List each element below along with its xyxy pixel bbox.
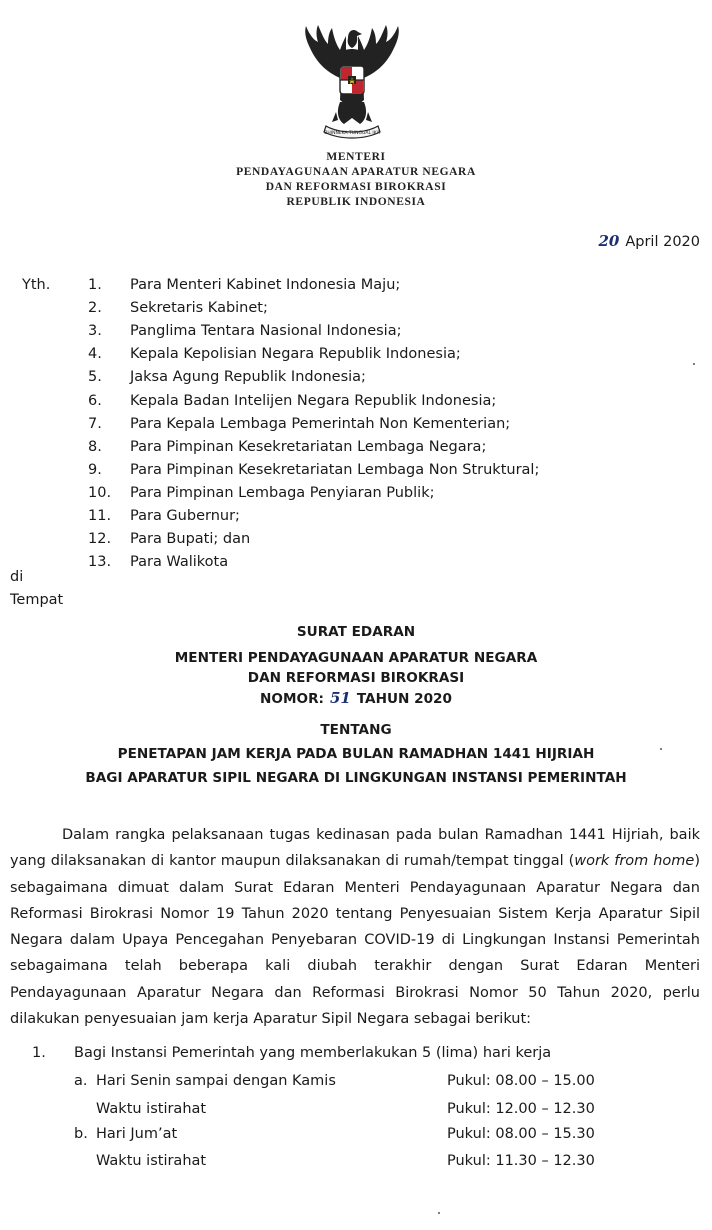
recipient-text: Kepala Kepolisian Negara Republik Indonesia; bbox=[130, 346, 461, 363]
recipient-number: 13. bbox=[88, 554, 112, 571]
schedule-a-days: Hari Senin sampai dengan Kamis bbox=[96, 1073, 336, 1089]
schedule-b-days: Hari Jum’at bbox=[96, 1126, 178, 1142]
body-line: Reformasi Birokrasi Nomor 19 Tahun 2020 tentang Penyesuaian Sistem Kerja Aparatur Sipil bbox=[10, 905, 700, 922]
body-paragraph bbox=[10, 822, 700, 1032]
body-line-text: yang dilaksanakan di kantor maupun dilaksanakan di rumah/tempat tinggal ( bbox=[10, 853, 575, 870]
header-reform: DAN REFORMASI BIROKRASI bbox=[265, 181, 447, 193]
body-line: Pendayagunaan Aparatur Negara dan Reformasi Birokrasi Nomor 50 Tahun 2020, perlu bbox=[10, 984, 700, 1001]
recipient-text: Para Pimpinan Kesekretariatan Lembaga Negara; bbox=[130, 438, 487, 455]
recipient-number: 5. bbox=[88, 369, 102, 386]
doc-number-year: TAHUN 2020 bbox=[356, 691, 452, 707]
date-day-handwritten: 20 bbox=[598, 232, 620, 250]
recipient-text: Para Gubernur; bbox=[130, 508, 240, 524]
schedule-b-label: b. bbox=[74, 1126, 88, 1142]
recipient-number: 10. bbox=[88, 484, 112, 501]
recipient-number: 4. bbox=[88, 346, 102, 363]
recipient-text: Para Walikota bbox=[130, 554, 229, 571]
body-paren: ) bbox=[694, 853, 700, 870]
scan-speck bbox=[693, 363, 695, 365]
schedule-a-time: Pukul: 08.00 – 15.00 bbox=[447, 1073, 595, 1089]
body-line: sebagaimana dimuat dalam Surat Edaran Menteri Pendayagunaan Aparatur Negara dan bbox=[10, 879, 700, 896]
issuer-line1: MENTERI PENDAYAGUNAAN APARATUR NEGARA bbox=[174, 650, 538, 666]
recipient-text: Para Kepala Lembaga Pemerintah Non Kementerian; bbox=[130, 415, 511, 432]
header-title: MENTERI bbox=[326, 151, 386, 163]
body-line bbox=[10, 848, 700, 874]
doc-type: SURAT EDARAN bbox=[296, 624, 416, 640]
recipient-text: Sekretaris Kabinet; bbox=[130, 300, 268, 317]
header-country: REPUBLIK INDONESIA bbox=[286, 196, 426, 208]
emblem-motto: BHINNEKA TUNGGAL IKA bbox=[324, 131, 380, 136]
body-line: Negara dalam Upaya Pencegahan Penyebaran COVID-19 di Lingkungan Instansi Pemerintah bbox=[10, 932, 700, 949]
recipient-number: 8. bbox=[88, 438, 102, 455]
header-ministry: PENDAYAGUNAAN APARATUR NEGARA bbox=[236, 166, 476, 178]
recipient-number: 9. bbox=[88, 461, 102, 478]
schedule-heading: Bagi Instansi Pemerintah yang memberlakukan 5 (lima) hari kerja bbox=[74, 1045, 552, 1061]
doc-number-handwritten: 51 bbox=[329, 689, 351, 707]
recipient-number: 6. bbox=[88, 392, 102, 409]
scan-speck bbox=[660, 748, 662, 750]
body-italic-wfh: work from home bbox=[574, 853, 695, 870]
body-line: Dalam rangka pelaksanaan tugas kedinasan pada bulan Ramadhan 1441 Hijriah, baik bbox=[62, 827, 700, 843]
schedule-b-break: Waktu istirahat bbox=[96, 1153, 207, 1169]
date-month-year: April 2020 bbox=[625, 234, 700, 250]
schedule-a-break: Waktu istirahat bbox=[96, 1101, 207, 1117]
recipient-number: 12. bbox=[88, 531, 112, 548]
subject-line2: BAGI APARATUR SIPIL NEGARA DI LINGKUNGAN INSTANSI PEMERINTAH bbox=[85, 770, 627, 786]
recipient-number: 2. bbox=[88, 300, 102, 317]
doc-number-label: NOMOR: bbox=[260, 691, 324, 707]
recipient-di: di bbox=[10, 569, 24, 585]
recipient-tempat: Tempat bbox=[10, 592, 64, 608]
recipient-text: Jaksa Agung Republik Indonesia; bbox=[130, 369, 366, 386]
doc-number bbox=[0, 689, 712, 707]
recipient-text: Para Bupati; dan bbox=[130, 531, 251, 548]
about-label: TENTANG bbox=[320, 722, 392, 738]
recipient-text: Kepala Badan Intelijen Negara Republik Indonesia; bbox=[130, 392, 497, 409]
schedule-b-time: Pukul: 08.00 – 15.30 bbox=[447, 1126, 595, 1142]
recipient-text: Para Pimpinan Lembaga Penyiaran Publik; bbox=[130, 484, 435, 501]
recipient-text: Para Pimpinan Kesekretariatan Lembaga Non Struktural; bbox=[130, 461, 540, 478]
recipient-label: Yth. bbox=[22, 277, 51, 293]
issuer-line2: DAN REFORMASI BIROKRASI bbox=[247, 670, 465, 686]
schedule-number: 1. bbox=[32, 1045, 46, 1061]
recipient-number: 11. bbox=[88, 508, 112, 524]
recipient-number: 7. bbox=[88, 415, 102, 432]
recipient-number: 3. bbox=[88, 323, 102, 340]
body-line: sebagaimana telah beberapa kali diubah terakhir dengan Surat Edaran Menteri bbox=[10, 958, 700, 975]
schedule-b-break-time: Pukul: 11.30 – 12.30 bbox=[447, 1153, 595, 1169]
recipient-text: Para Menteri Kabinet Indonesia Maju; bbox=[130, 277, 401, 293]
recipient-number: 1. bbox=[88, 277, 102, 293]
schedule-a-label: a. bbox=[74, 1073, 88, 1089]
subject-line1: PENETAPAN JAM KERJA PADA BULAN RAMADHAN 1441 HIJRIAH bbox=[117, 746, 595, 762]
scan-speck bbox=[438, 1212, 440, 1214]
letter-date bbox=[598, 232, 700, 250]
body-line: dilakukan penyesuaian jam kerja Aparatur Sipil Negara sebagai berikut: bbox=[10, 1011, 532, 1028]
recipient-text: Panglima Tentara Nasional Indonesia; bbox=[130, 323, 402, 340]
schedule-a-break-time: Pukul: 12.00 – 12.30 bbox=[447, 1101, 595, 1117]
garuda-emblem bbox=[296, 22, 408, 140]
